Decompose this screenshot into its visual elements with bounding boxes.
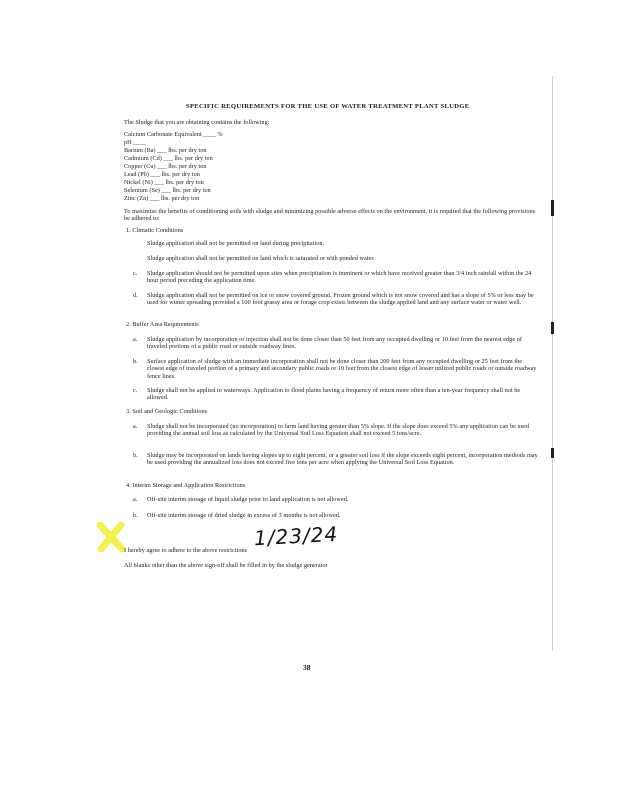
section-item-text: Sludge application should not be permitted upon sites when precipitation is imminent or which have received greater than 3/4 inch rainfall within the 24 hour period preceding the application time. (147, 270, 532, 285)
page-number: 38 (303, 663, 311, 672)
composition-line: Selenium (Se) ___ lbs. per dry ton (124, 187, 211, 194)
agreement-text: I hereby agree to adhere to the above restrictions (124, 547, 248, 554)
section-heading: 3. Soil and Geologic Conditions (126, 408, 208, 415)
composition-line: Lead (Pb) ___ lbs. per dry ton (124, 171, 200, 178)
composition-line: pH ____ (124, 139, 146, 146)
highlighter-x-mark (96, 522, 126, 552)
item-marker: a. (133, 496, 138, 503)
section-item-text: Sludge shall not be incorporated (no incorporation) to farm land having greater than 5% slope. If the slope does exceed 5% any application can be used providing the annual soil loss as calculated by the Universal Soil Loss Equation shall not exceed 5 tons/acre. (147, 423, 530, 438)
document-title: SPECIFIC REQUIREMENTS FOR THE USE OF WATER TREATMENT PLANT SLUDGE (186, 103, 470, 110)
item-marker: c. (133, 387, 138, 394)
item-marker: b. (133, 512, 138, 519)
signoff-note: All blanks other than the above sign-off shall be filled in by the sludge generator (124, 562, 328, 569)
composition-line: Copper (Cu) ___ lbs. per dry ton (124, 163, 207, 170)
composition-line: Cadmium (Cd) ___ lbs. per dry ton (124, 155, 213, 162)
scan-edge-mark (551, 322, 554, 334)
section-heading: 1. Climatic Conditions (126, 227, 184, 234)
item-marker: a. (133, 423, 138, 430)
intro-text: The Sludge that you are obtaining contains the following: (124, 119, 270, 126)
section-item-text: Sludge application shall not be permitted on ice or snow covered ground. Frozen ground which is not snow covered and has a slope of 5% or less may be used for winter spreading provided a 100 foot grassy area or forage crop exists between the sludge applied land and any surface water or water well. (147, 292, 534, 307)
composition-line: Calcium Carbonate Equivalent ____ % (124, 131, 223, 138)
composition-line: Barium (Ba) ___ lbs. per dry ton (124, 147, 207, 154)
section-item-text: Sludge application shall not be permitted on land during precipitation. (147, 240, 325, 247)
composition-line: Zinc (Zn) ___ lbs. per dry ton (124, 195, 200, 202)
section-item-text: Off-site interim storage of liquid sludge prior to land application is not allowed. (147, 496, 349, 503)
handwritten-date: 1/23/24 (253, 521, 339, 551)
item-marker: c. (133, 270, 138, 277)
scan-edge-line (552, 76, 553, 651)
composition-line: Nickel (Ni) ___ lbs. per dry ton (124, 179, 204, 186)
scan-edge-mark (551, 448, 554, 458)
purpose-text: To maximize the benefits of conditioning soils with sludge and minimizing possible adverse effects on the environment, it is required that the following provisions be adhered to: (124, 208, 536, 223)
scan-edge-mark (551, 200, 554, 216)
item-marker: b. (133, 452, 138, 459)
section-item-text: Sludge may be incorporated on lands having slopes up to eight percent, or a greater soil loss if the slope exceeds eight percent, incorporation methods may be used providing the annualized loss does not exceed five tons per acre when applying the Universal Soil Loss Equation. (147, 452, 538, 467)
section-item-text: Sludge application shall not be permitted on land which is saturated or with ponded water. (147, 255, 375, 262)
section-item-text: Off-site interim storage of dried sludge in excess of 3 months is not allowed. (147, 512, 341, 519)
item-marker: a. (133, 336, 138, 343)
section-heading: 2. Buffer Area Requirements (126, 321, 199, 328)
section-heading: 4. Interim Storage and Application Restrictions (126, 482, 246, 489)
section-item-text: Surface application of sludge with an immediate incorporation shall not be done closer than 200 feet from any occupied dwelling or 25 feet from the closest edge of traveled portion of a primary and secondary public roads or 10 feet from the closest edge of lesser utilized public roads or outside roadway fence lines. (147, 358, 537, 380)
item-marker: b. (133, 358, 138, 365)
item-marker: d. (133, 292, 138, 299)
section-item-text: Sludge shall not be applied to waterways. Application to flood plains having a frequency of return more often than a ten-year frequency shall not be allowed. (147, 387, 521, 402)
section-item-text: Sludge application by incorporation or injection shall not be done closer than 50 feet from any occupied dwelling or 10 feet from the nearest edge of traveled portions of a public road or outside roadway lines. (147, 336, 522, 351)
